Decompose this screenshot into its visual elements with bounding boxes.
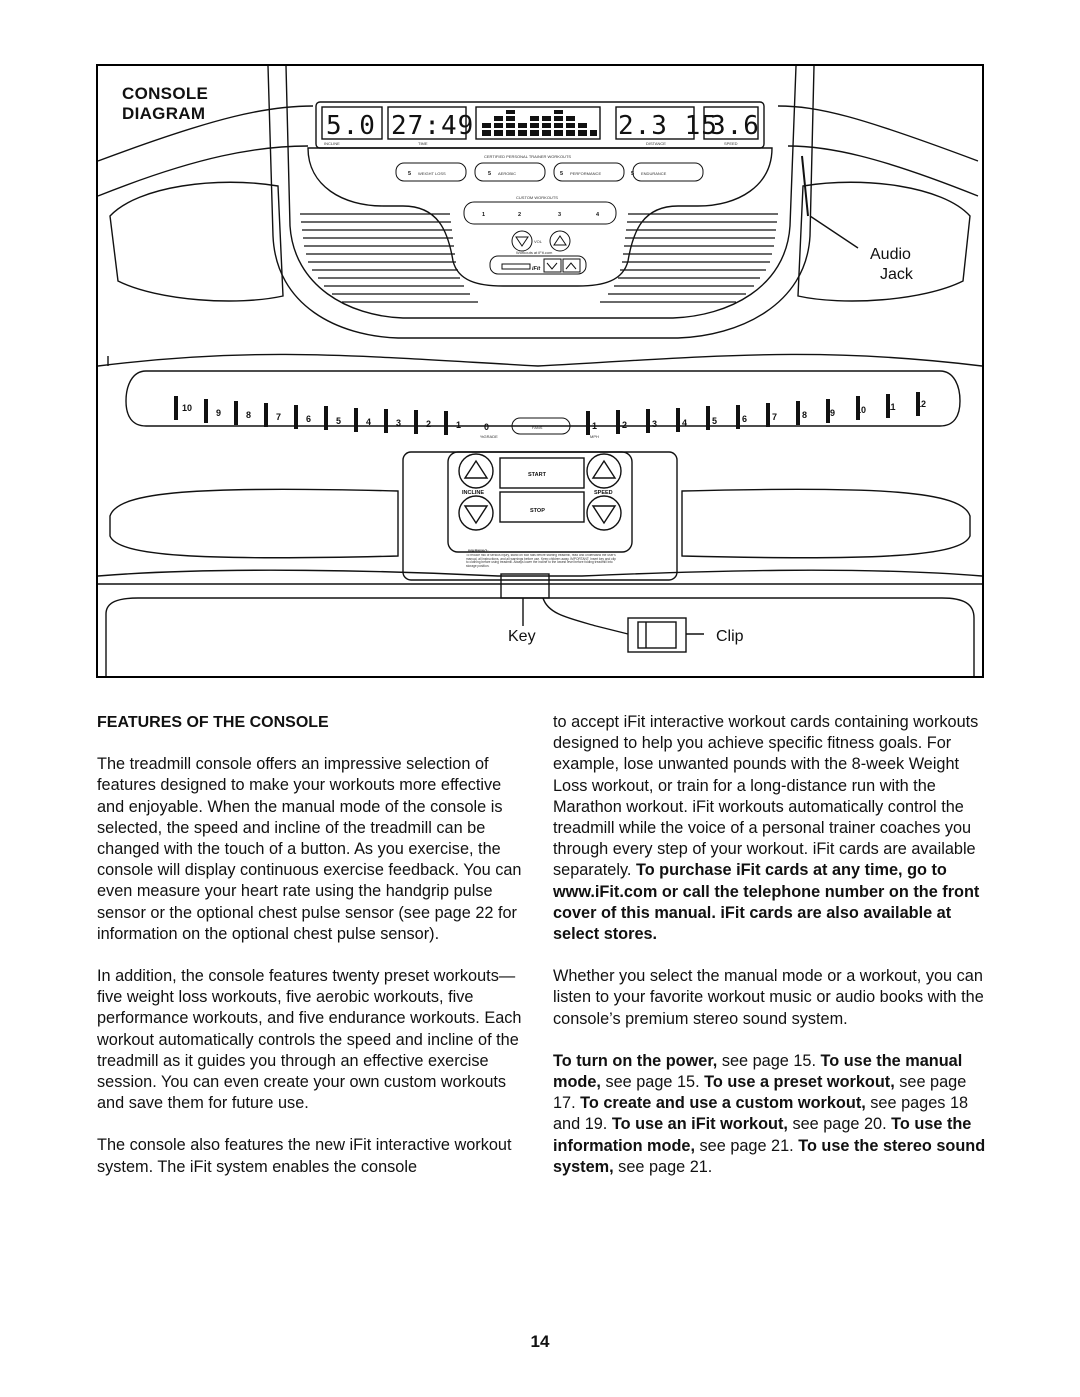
- speed-key-12[interactable]: 12: [916, 399, 927, 409]
- left-column: [97, 712, 531, 1199]
- endurance-button[interactable]: ENDURANCE: [641, 171, 667, 176]
- right-paragraph-1: [553, 712, 987, 945]
- speed-key-1[interactable]: 1: [592, 421, 598, 431]
- speed-key-5[interactable]: 5: [712, 416, 718, 426]
- weight-loss-button[interactable]: WEIGHT LOSS: [418, 171, 446, 176]
- clip-label: Clip: [716, 628, 744, 645]
- warning-text: To reduce risk of serious injury, stand on foot rails before starting treadmill, read and understand the user's manual, all instructions, and all warnings before use. Keep children away. IMPORTANT: Insert key and clip to clothing before using treadmill. Always lower the incline to the lowest level before folding treadmill into storage position.: [466, 554, 616, 568]
- speed-key-3[interactable]: 3: [652, 419, 658, 429]
- workout-num-1: 5: [408, 171, 412, 177]
- incline-key-2[interactable]: 2: [426, 419, 432, 429]
- mph-caption: MPH: [590, 434, 599, 439]
- right-p1-bold: To purchase iFit cards at any time, go to www.iFit.com or call the telephone number on the front cover of this manual. iFit cards are also available at select stores.: [553, 861, 980, 944]
- start-button[interactable]: START: [528, 472, 546, 478]
- volume-label: VOL: [534, 239, 543, 244]
- speed-key-8[interactable]: 8: [802, 410, 808, 420]
- ref-info: To use the information mode,: [553, 1115, 972, 1155]
- incline-key-9[interactable]: 9: [216, 408, 222, 418]
- left-paragraph-2: In addition, the console features twenty preset workouts—five weight loss workouts, five aerobic workouts, five performance workouts, and five endurance workouts. Each workout automatically controls the speed and incline of the treadmill as it guides you through an effective exercise session. You can even create your own custom workouts and save them for future use.: [97, 967, 522, 1113]
- right-column: [553, 712, 987, 1199]
- time-display: 27:49: [391, 111, 475, 141]
- console-illustration: [98, 66, 982, 676]
- workout-num-4: 5: [631, 171, 635, 177]
- grade-caption: %GRADE: [480, 434, 498, 439]
- ref-manual: To use the manual mode,: [553, 1051, 963, 1092]
- incline-key-3[interactable]: 3: [396, 418, 402, 428]
- incline-key-1[interactable]: 1: [456, 420, 462, 430]
- ifit-small-text: Workouts at iFit.com: [516, 250, 553, 255]
- speed-key-2[interactable]: 2: [622, 420, 628, 430]
- matrix-display: [482, 110, 597, 136]
- speed-key-11[interactable]: 11: [886, 402, 896, 412]
- speed-key-10[interactable]: 10: [856, 405, 867, 415]
- ref-preset-page: see page 17.: [553, 1073, 967, 1113]
- performance-button[interactable]: PERFORMANCE: [570, 171, 602, 176]
- workout-num-2: 5: [488, 171, 492, 177]
- custom-button-4[interactable]: 4: [596, 212, 600, 218]
- distance-display: 2.3 15: [618, 111, 718, 141]
- incline-key-0[interactable]: 0: [484, 422, 490, 432]
- time-display-label: TIME: [418, 141, 428, 146]
- certified-workouts-header: CERTIFIED PERSONAL TRAINER WORKOUTS: [484, 154, 572, 159]
- custom-button-1[interactable]: 1: [482, 212, 486, 218]
- ref-ifit-page: see page 20.: [787, 1115, 892, 1134]
- key-label: Key: [508, 628, 536, 645]
- aerobic-button[interactable]: AEROBIC: [498, 171, 517, 176]
- volume-up-button[interactable]: [550, 231, 570, 251]
- ifit-logo: iFit: [532, 266, 541, 272]
- incline-key-7[interactable]: 7: [276, 412, 282, 422]
- incline-key-4[interactable]: 4: [366, 417, 372, 427]
- speed-display-label: SPEED: [724, 141, 738, 146]
- right-paragraph-2: Whether you select the manual mode or a workout, you can listen to your favorite workout music or audio books with the console’s premium stereo sound system.: [553, 967, 984, 1028]
- ref-power-page: see page 15.: [717, 1051, 821, 1070]
- fans-label: FANS: [532, 425, 543, 430]
- incline-display: 5.0: [326, 111, 376, 141]
- ref-ifit: To use an iFit workout,: [611, 1115, 788, 1134]
- ref-stereo-page: see page 21.: [613, 1157, 713, 1176]
- ref-info-page: see page 21.: [695, 1136, 799, 1155]
- incline-key-6[interactable]: 6: [306, 414, 312, 424]
- ref-custom-page: see pages 18 and 19.: [553, 1094, 969, 1134]
- speed-key-6[interactable]: 6: [742, 414, 748, 424]
- volume-down-button[interactable]: [512, 231, 532, 251]
- section-heading: FEATURES OF THE CONSOLE: [97, 714, 329, 731]
- incline-key-8[interactable]: 8: [246, 410, 252, 420]
- stop-button[interactable]: STOP: [530, 508, 545, 514]
- ref-stereo: To use the stereo sound system,: [553, 1136, 986, 1176]
- speed-key-9[interactable]: 9: [830, 408, 836, 418]
- left-paragraph-3: The console also features the new iFit interactive workout system. The iFit system enables the console: [97, 1136, 512, 1176]
- diagram-title-console: CONSOLE: [122, 84, 209, 103]
- page-number: 14: [530, 1332, 550, 1351]
- right-p1-text: to accept iFit interactive workout cards containing workouts designed to help you achieve specific fitness goals. For example, lose unwanted pounds with the 8-week Weight Loss workout, or train for a long-distance run with the Marathon workout. iFit workouts automatically control the treadmill while the voice of a personal trainer coaches you through every step of your workout. iFit cards are available separately.: [553, 713, 979, 880]
- incline-key-5[interactable]: 5: [336, 416, 342, 426]
- ref-manual-page: see page 15.: [600, 1073, 705, 1092]
- incline-display-label: INCLINE: [324, 141, 340, 146]
- ref-custom: To create and use a custom workout,: [580, 1094, 866, 1113]
- ref-preset: To use a preset workout,: [704, 1073, 895, 1092]
- warning-title: WARNING:: [468, 548, 489, 553]
- workout-num-3: 5: [560, 171, 564, 177]
- speed-key-7[interactable]: 7: [772, 412, 778, 422]
- console-diagram: [96, 64, 984, 678]
- custom-workouts-header: CUSTOM WORKOUTS: [516, 195, 558, 200]
- incline-caption: INCLINE: [462, 490, 484, 496]
- audio-label: Audio: [870, 246, 911, 263]
- speed-caption: SPEED: [594, 490, 613, 496]
- speed-key-4[interactable]: 4: [682, 418, 688, 428]
- jack-label: Jack: [880, 266, 913, 283]
- diagram-title-diagram: DIAGRAM: [122, 104, 206, 123]
- ref-power: To turn on the power,: [553, 1051, 718, 1070]
- custom-button-2[interactable]: 2: [518, 212, 522, 218]
- distance-display-label: DISTANCE: [646, 141, 666, 146]
- speed-display: 3.6: [710, 111, 760, 141]
- custom-button-3[interactable]: 3: [558, 212, 562, 218]
- incline-key-10[interactable]: 10: [182, 403, 193, 413]
- left-paragraph-1: The treadmill console offers an impressive selection of features designed to make your workouts more effective and enjoyable. When the manual mode of the console is selected, the speed and incline of the treadmill can be changed with the touch of a button. As you exercise, the console will display continuous exercise feedback. You can even measure your heart rate using the handgrip pulse sensor or the optional chest pulse sensor (see page 22 for information on the optional chest pulse sensor).: [97, 755, 522, 943]
- right-paragraph-3: [553, 1051, 987, 1178]
